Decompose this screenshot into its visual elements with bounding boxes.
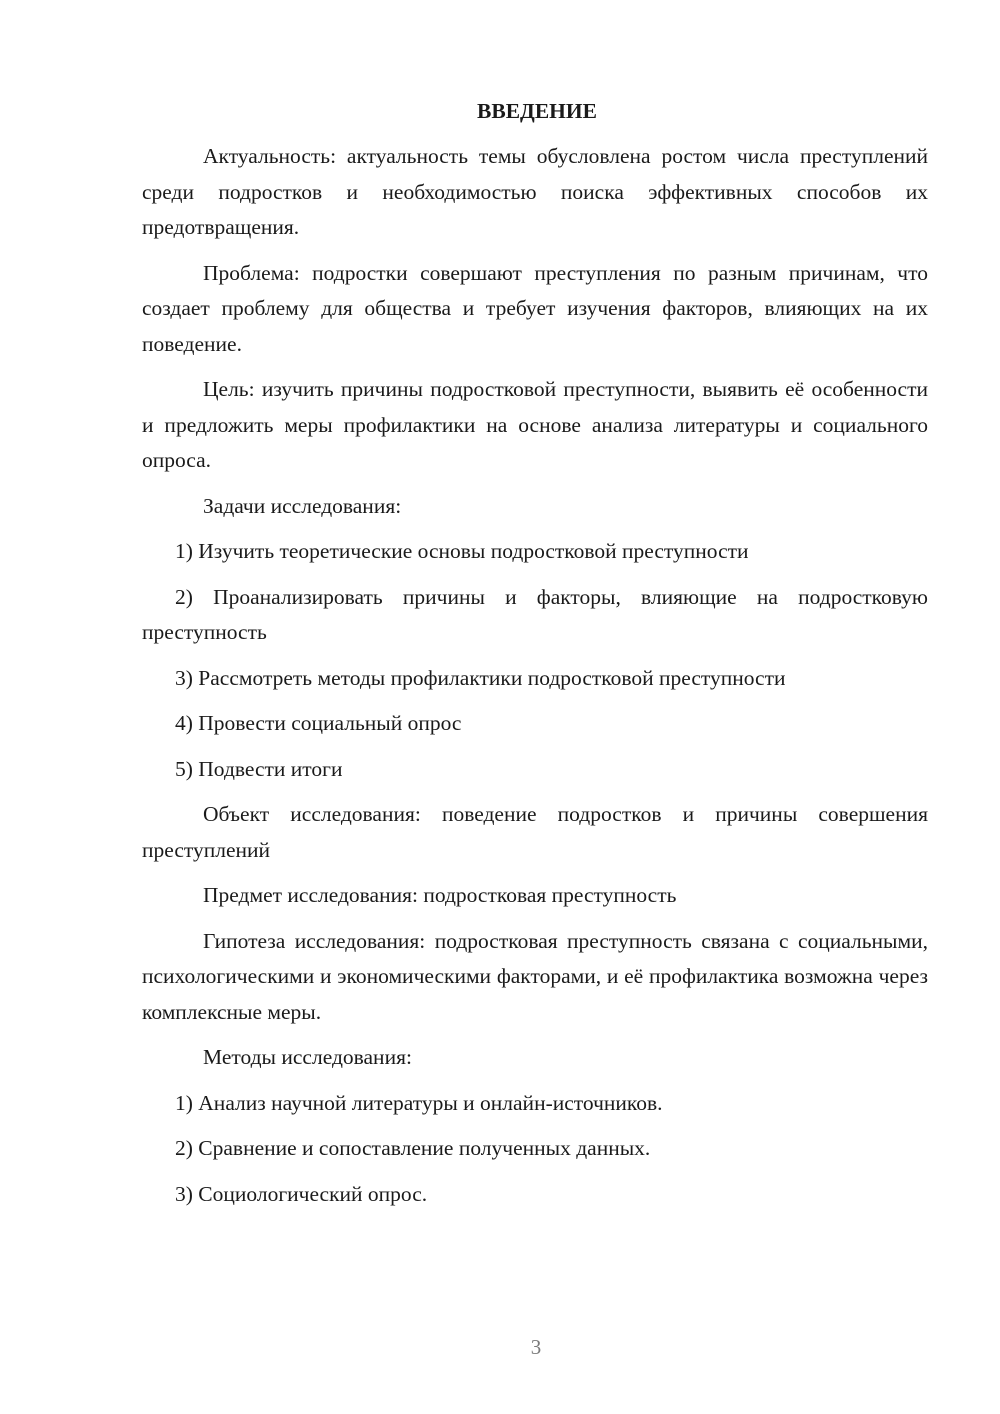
method-item: 3) Социологический опрос. <box>175 1181 428 1206</box>
task-item: 1) Изучить теоретические основы подростковой преступности <box>175 539 749 563</box>
subject-paragraph: Предмет исследования: подростковая преступность <box>203 883 677 907</box>
method-item: 2) Сравнение и сопоставление полученных данных. <box>175 1136 651 1160</box>
document-page <box>142 96 928 1222</box>
object-paragraph: Объект исследования: поведение подростков и причины совершения преступлений <box>142 802 928 862</box>
page-title: ВВЕДЕНИЕ <box>477 99 597 123</box>
problem-paragraph: Проблема: подростки совершают преступления по разным причинам, что создает проблему для общества и требует изучения факторов, влияющих на их поведение. <box>142 260 928 356</box>
hypothesis-paragraph: Гипотеза исследования: подростковая преступность связана с социальными, психологическими и экономическими факторами, и её профилактика возможна через комплексные меры. <box>142 928 928 1024</box>
task-item: 5) Подвести итоги <box>175 756 343 781</box>
tasks-heading: Задачи исследования: <box>203 493 402 518</box>
relevance-paragraph: Актуальность: актуальность темы обусловлена ростом числа преступлений среди подростков и необходимостью поиска эффективных способов их предотвращения. <box>142 144 928 239</box>
task-item: 3) Рассмотреть методы профилактики подростковой преступности <box>175 665 786 690</box>
task-item: 2) Проанализировать причины и факторы, влияющие на подростковую преступность <box>142 584 928 644</box>
methods-heading: Методы исследования: <box>203 1045 412 1069</box>
goal-paragraph: Цель: изучить причины подростковой преступности, выявить её особенности и предложить меры профилактики на основе анализа литературы и социального опроса. <box>142 377 928 472</box>
page-number: 3 <box>530 1335 542 1359</box>
task-item: 4) Провести социальный опрос <box>175 711 462 735</box>
method-item: 1) Анализ научной литературы и онлайн-источников. <box>175 1090 663 1115</box>
